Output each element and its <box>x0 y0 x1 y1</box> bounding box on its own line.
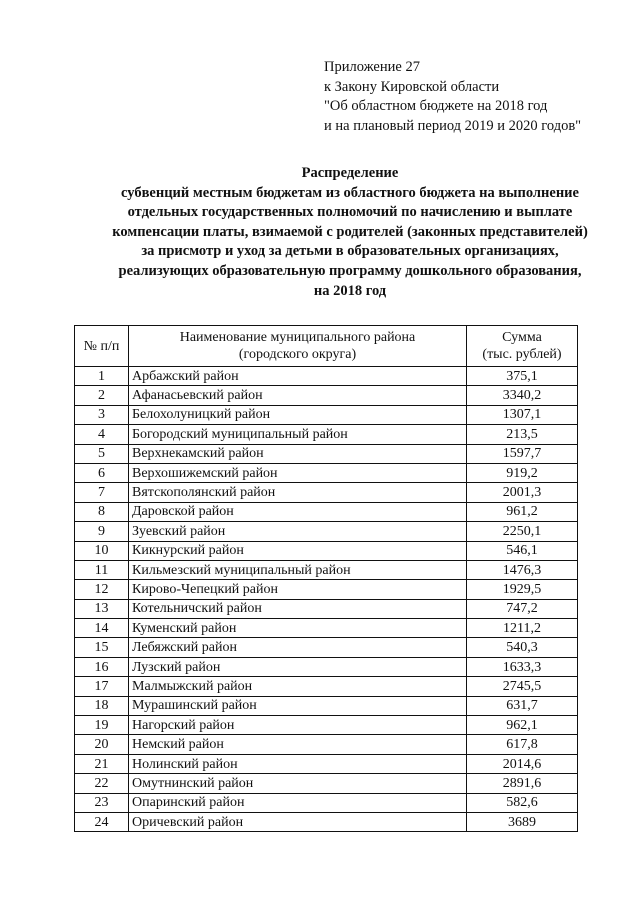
row-number: 11 <box>75 560 129 579</box>
row-number: 21 <box>75 754 129 773</box>
table-row <box>75 619 578 638</box>
row-number: 12 <box>75 580 129 599</box>
row-district-name: Немский район <box>129 735 467 754</box>
header-name-line-1: Наименование муниципального района <box>179 330 416 345</box>
row-district-name: Белохолуницкий район <box>129 405 467 424</box>
row-district-name: Котельничский район <box>129 599 467 618</box>
table-row <box>75 793 578 812</box>
row-number: 16 <box>75 657 129 676</box>
row-number: 8 <box>75 502 129 521</box>
row-sum: 2891,6 <box>467 774 578 793</box>
table-row <box>75 580 578 599</box>
row-number: 10 <box>75 541 129 560</box>
table-row <box>75 522 578 541</box>
table-row <box>75 638 578 657</box>
row-number: 18 <box>75 696 129 715</box>
table-row <box>75 405 578 424</box>
row-district-name: Нолинский район <box>129 754 467 773</box>
row-number: 6 <box>75 463 129 482</box>
row-district-name: Лузский район <box>129 657 467 676</box>
row-sum: 747,2 <box>467 599 578 618</box>
header-sum-line-2: (тыс. рублей) <box>482 347 562 362</box>
row-district-name: Лебяжский район <box>129 638 467 657</box>
annex-block <box>324 58 581 136</box>
row-sum: 1929,5 <box>467 580 578 599</box>
table-row <box>75 560 578 579</box>
row-district-name: Оричевский район <box>129 812 467 831</box>
header-name-line-2: (городского округа) <box>238 347 357 362</box>
row-sum: 3340,2 <box>467 386 578 405</box>
table-row <box>75 774 578 793</box>
heading-line: отдельных государственных полномочий по начислению и выплате <box>127 204 573 221</box>
row-number: 4 <box>75 425 129 444</box>
table-row <box>75 444 578 463</box>
row-number: 24 <box>75 812 129 831</box>
table-header-row <box>75 326 578 367</box>
row-sum: 2001,3 <box>467 483 578 502</box>
row-district-name: Кирово-Чепецкий район <box>129 580 467 599</box>
row-number: 15 <box>75 638 129 657</box>
row-sum: 540,3 <box>467 638 578 657</box>
row-number: 5 <box>75 444 129 463</box>
row-number: 3 <box>75 405 129 424</box>
row-sum: 1307,1 <box>467 405 578 424</box>
heading-line: за присмотр и уход за детьми в образовательных организациях, <box>141 243 559 260</box>
row-sum: 582,6 <box>467 793 578 812</box>
table-row <box>75 502 578 521</box>
row-district-name: Мурашинский район <box>129 696 467 715</box>
row-sum: 1597,7 <box>467 444 578 463</box>
annex-line-4: и на плановый период 2019 и 2020 годов" <box>324 117 582 134</box>
row-sum: 962,1 <box>467 716 578 735</box>
row-district-name: Кильмезский муниципальный район <box>129 560 467 579</box>
heading-line: субвенций местным бюджетам из областного бюджета на выполнение <box>121 184 579 201</box>
heading-line: компенсации платы, взимаемой с родителей (законных представителей) <box>112 223 588 240</box>
table-row <box>75 812 578 831</box>
distribution-table <box>74 325 578 832</box>
annex-line-3: "Об областном бюджете на 2018 год <box>324 98 548 114</box>
annex-line-1: Приложение 27 <box>324 59 420 75</box>
table-body <box>75 367 578 832</box>
row-district-name: Омутнинский район <box>129 774 467 793</box>
header-number: № п/п <box>75 326 129 367</box>
row-district-name: Даровской район <box>129 502 467 521</box>
row-sum: 2745,5 <box>467 677 578 696</box>
annex-line-2: к Закону Кировской области <box>324 78 500 95</box>
row-sum: 1211,2 <box>467 619 578 638</box>
row-district-name: Зуевский район <box>129 522 467 541</box>
row-number: 7 <box>75 483 129 502</box>
row-sum: 213,5 <box>467 425 578 444</box>
row-sum: 631,7 <box>467 696 578 715</box>
row-sum: 961,2 <box>467 502 578 521</box>
row-number: 19 <box>75 716 129 735</box>
header-sum-line-1: Сумма <box>502 330 542 345</box>
header-sum <box>467 326 578 367</box>
row-district-name: Афанасьевский район <box>129 386 467 405</box>
row-sum: 617,8 <box>467 735 578 754</box>
row-sum: 1633,3 <box>467 657 578 676</box>
row-district-name: Вятскополянский район <box>129 483 467 502</box>
table-row <box>75 754 578 773</box>
row-number: 9 <box>75 522 129 541</box>
row-number: 13 <box>75 599 129 618</box>
row-district-name: Арбажский район <box>129 367 467 386</box>
row-sum: 2250,1 <box>467 522 578 541</box>
header-district-name <box>129 326 467 367</box>
heading-line: реализующих образовательную программу дошкольного образования, <box>118 262 582 279</box>
table-row <box>75 386 578 405</box>
row-number: 22 <box>75 774 129 793</box>
table-row <box>75 541 578 560</box>
table-row <box>75 716 578 735</box>
table-row <box>75 599 578 618</box>
row-district-name: Кикнурский район <box>129 541 467 560</box>
document-title: Распределение <box>301 165 399 181</box>
row-district-name: Малмыжский район <box>129 677 467 696</box>
row-district-name: Верхнекамский район <box>129 444 467 463</box>
table-row <box>75 735 578 754</box>
row-number: 1 <box>75 367 129 386</box>
table-row <box>75 657 578 676</box>
table-row <box>75 483 578 502</box>
row-sum: 3689 <box>467 812 578 831</box>
row-number: 20 <box>75 735 129 754</box>
table-row <box>75 463 578 482</box>
row-district-name: Верхошижемский район <box>129 463 467 482</box>
row-sum: 1476,3 <box>467 560 578 579</box>
row-number: 23 <box>75 793 129 812</box>
row-sum: 375,1 <box>467 367 578 386</box>
row-number: 2 <box>75 386 129 405</box>
row-number: 14 <box>75 619 129 638</box>
table-row <box>75 367 578 386</box>
row-district-name: Опаринский район <box>129 793 467 812</box>
row-number: 17 <box>75 677 129 696</box>
row-district-name: Богородский муниципальный район <box>129 425 467 444</box>
row-district-name: Нагорский район <box>129 716 467 735</box>
row-sum: 919,2 <box>467 463 578 482</box>
document-heading <box>60 164 640 301</box>
heading-line: на 2018 год <box>313 282 387 299</box>
row-district-name: Куменский район <box>129 619 467 638</box>
row-sum: 2014,6 <box>467 754 578 773</box>
table-row <box>75 425 578 444</box>
table-row <box>75 696 578 715</box>
row-sum: 546,1 <box>467 541 578 560</box>
table-row <box>75 677 578 696</box>
